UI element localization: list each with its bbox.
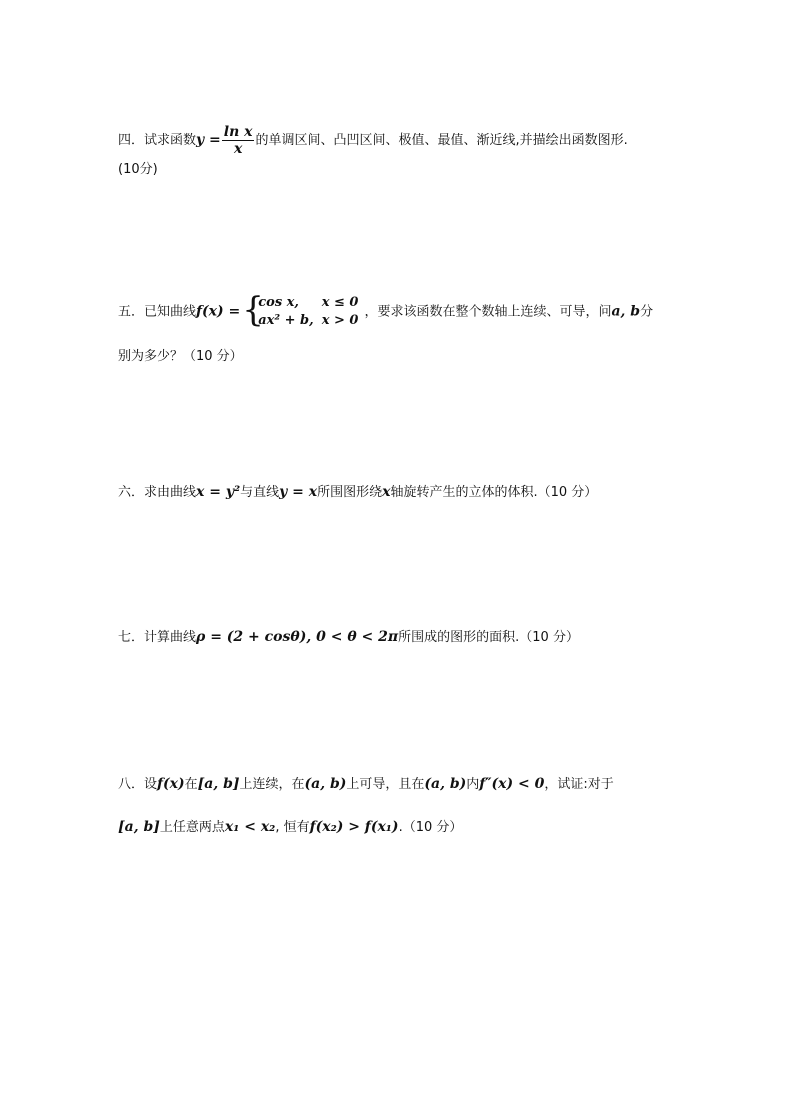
q8-open2: (a, b) — [424, 776, 467, 792]
q8-open: (a, b) — [304, 776, 347, 792]
q8-closed2: [a, b] — [118, 819, 160, 835]
q8-t2: 上连续，在 — [239, 777, 305, 792]
q6-axis: x — [382, 484, 391, 500]
question-4 — [118, 124, 628, 157]
q8-fx: f(x) — [157, 776, 185, 792]
q8-deriv: f″(x) < 0 — [479, 776, 545, 792]
q8-t8: .（10 分） — [398, 820, 463, 835]
q6-mid: 与直线 — [240, 485, 280, 500]
q5-row2-cond: x > 0 — [321, 313, 359, 328]
q4-score: (10分) — [118, 162, 158, 177]
q5-piecewise — [242, 290, 362, 330]
q5-row2-expr: ax² + b, — [258, 313, 314, 328]
question-5 — [118, 290, 654, 330]
q5-fx: f(x) = — [196, 303, 241, 320]
q5-text: ，要求该函数在整个数轴上连续、可导，问 — [364, 304, 612, 320]
q4-numerator: ln x — [223, 124, 253, 140]
q8-t1: 在 — [184, 777, 198, 792]
q5-ab: a, b — [611, 303, 641, 320]
q8-inequality: f(x₂) > f(x₁) — [309, 819, 399, 835]
q5-row1-expr: cos x, — [258, 295, 299, 310]
q8-t4: 内 — [466, 777, 480, 792]
q6-label: 六．求由曲线 — [118, 485, 197, 500]
q5-line2: 别为多少？（10 分） — [118, 349, 243, 364]
q7-text: 所围成的图形的面积.（10 分） — [398, 630, 579, 645]
q5-brace: { — [242, 290, 264, 330]
q6-mid2: 所围图形绕 — [317, 485, 383, 500]
q5-row1-cond: x ≤ 0 — [321, 295, 359, 310]
q8-t5: ，试证:对于 — [544, 777, 614, 792]
q4-y: y = — [196, 132, 221, 148]
q8-points: x₁ < x₂ — [224, 819, 276, 835]
q7-curve: ρ = (2 + cosθ), 0 < θ < 2π — [196, 629, 399, 645]
q4-denominator: x — [233, 141, 243, 157]
q8-t6: 上任意两点 — [159, 820, 225, 835]
q8-closed: [a, b] — [197, 776, 240, 792]
q6-text: 轴旋转产生的立体的体积.（10 分） — [390, 485, 598, 500]
q8-t7: , 恒有 — [275, 820, 310, 835]
q4-text: 的单调区间、凸凹区间、极值、最值、渐近线,并描绘出函数图形. — [255, 133, 628, 148]
q4-fraction — [222, 124, 255, 157]
q6-curve: x = y² — [196, 484, 241, 500]
q7-label: 七．计算曲线 — [118, 630, 197, 645]
q6-line: y = x — [279, 484, 318, 500]
q8-label: 八．设 — [118, 777, 158, 792]
q4-label: 四．试求函数 — [118, 133, 197, 148]
q5-text2: 分 — [640, 304, 654, 320]
question-8 — [118, 775, 614, 794]
question-7 — [118, 628, 579, 647]
q5-label: 五．已知曲线 — [118, 304, 197, 320]
question-6 — [118, 483, 597, 502]
q8-t3: 上可导，且在 — [346, 777, 425, 792]
question-8-line2 — [118, 818, 462, 837]
